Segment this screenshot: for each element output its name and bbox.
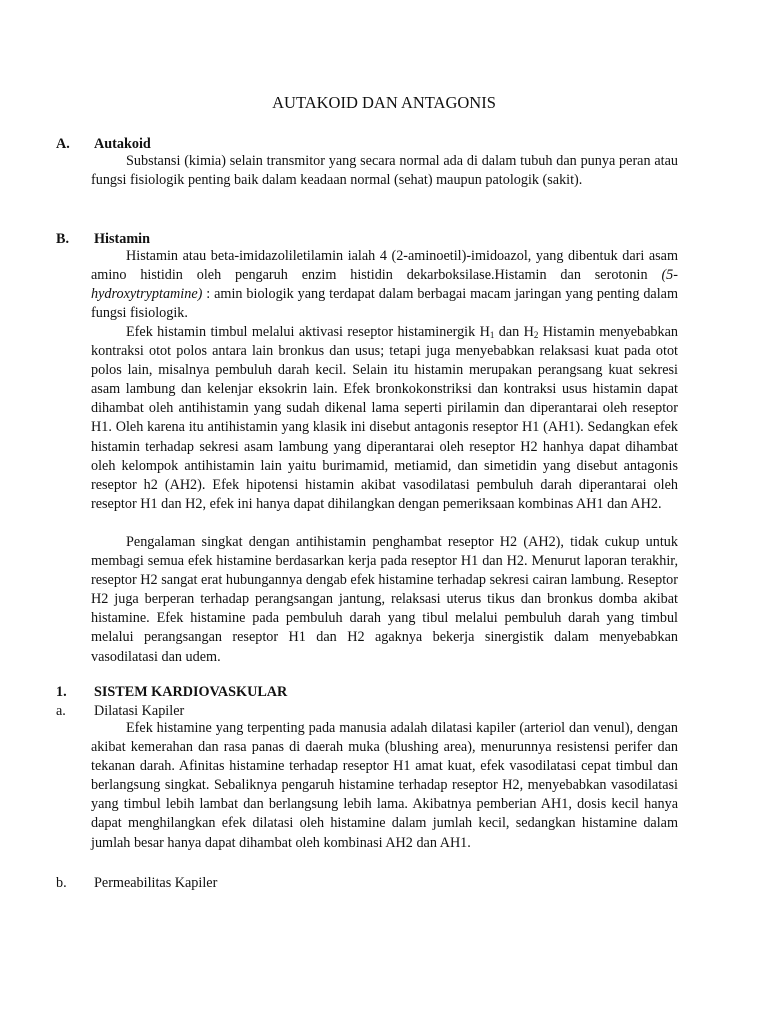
- b-p2-text: Efek histamin timbul melalui aktivasi reseptor histaminergik H: [126, 324, 490, 340]
- section-b-title: Histamin: [94, 231, 150, 247]
- section-a-paragraph: Substansi (kimia) selain transmitor yang secara normal ada di dalam tubuh dan punya peran atau fungsi fisiologik penting baik dalam keadaan normal (sehat) maupun patologik (sakit).: [91, 153, 678, 189]
- section-a-number: A.: [56, 136, 70, 152]
- section-1a-paragraph: Efek histamine yang terpenting pada manusia adalah dilatasi kapiler (arteriol dan venul), dengan akibat kemerahan dan rasa panas di daerah muka (blushing area), menurunnya resistensi perifer dan tekanan darah. Afinitas histamine terhadap reseptor H1 amat kuat, efek vasodilatasi cepat timbul dan berlangsung singkat. Sebaliknya pengaruh histamine terhadap reseptor H2, menyebabkan vasodilatasi yang timbul lebih lambat dan berlangsung lebih lama. Akibatnya pemberian AH1, dosis kecil hanya dapat menghilangkan efek dilatasi oleh histamine dalam jumlah kecil, sedangkan histamine dalam jumlah besar hanya dapat dihambat oleh kombinasi AH2 dan AH1.: [91, 720, 678, 851]
- b-p2-text-mid: dan H: [494, 324, 534, 340]
- section-1b-heading: [56, 874, 217, 893]
- section-1b-number: b.: [56, 875, 67, 891]
- section-1-heading: [56, 683, 287, 702]
- section-b-paragraph-3: Pengalaman singkat dengan antihistamin penghambat reseptor H2 (AH2), tidak cukup untuk membagi semua efek histamine berdasarkan kerja pada reseptor H1 dan H2. Menurut laporan terakhir, reseptor H2 sangat erat hubungannya dengab efek histamine terhadap sekresi cairan lambung. Reseptor H2 juga berperan terhadap perangsangan jantung, relaksasi uterus tikus dan bronkus domba akibat histamine. Efek histamine pada pembuluh darah yang tibul melalui pembuluh darah yang timbul melalui perangsangan reseptor H1 dan H2 agaknya bekerja sinergistik dalam menyebabkan vasodilatasi dan udem.: [91, 534, 678, 665]
- section-b-paragraph-2: [91, 323, 678, 514]
- section-1a-title: Dilatasi Kapiler: [94, 703, 185, 719]
- section-a-title: Autakoid: [94, 136, 151, 152]
- section-1b-title: Permeabilitas Kapiler: [94, 875, 218, 891]
- b-p2-text-end: Histamin menyebabkan kontraksi otot polos antara lain bronkus dan usus; tetapi juga menyebabkan relaksasi kuat pada otot polos lain, misalnya pembuluh darah kecil. Selain itu histamin merupakan perangsang kuat sekresi asam lambung dan kelenjar eksokrin lain. Efek bronkokonstriksi dan kontraksi usus histamin dapat dihambat oleh antihistamin yang sudah dikenal lama seperti pirilamin dan diperantarai oleh reseptor H1. Oleh karena itu antihistamin yang klasik ini disebut antagonis reseptor H1 (AH1). Sedangkan efek histamin terhadap sekresi asam lambung yang diperantarai oleh reseptor H2 hanhya dapat dihambat oleh kelompok antihistamin lain yaitu burimamid, metiamid, dan simetidin yang disebut antagonis reseptor h2 (AH2). Efek hipotensi histamin akibat vasodilatasi pembuluh darah diperantarai oleh reseptor H1 dan H2, efek ini hanya dapat dihilangkan dengan pemeriksaan kombinas AH1 dan AH2.: [91, 324, 678, 512]
- b-p1-text: Histamin atau beta-imidazoliletilamin ialah 4 (2-aminoetil)-imidoazol, yang dibentuk dari asam amino histidin oleh pengaruh enzim histidin dekarboksilase.Histamin dan serotonin: [91, 248, 678, 284]
- section-1-title: SISTEM KARDIOVASKULAR: [94, 684, 288, 700]
- section-b-paragraph-1: [91, 247, 678, 323]
- b-p1-text-end: : amin biologik yang terdapat dalam berbagai macam jaringan yang penting dalam fungsi fisiologik.: [91, 286, 678, 322]
- section-1-number: 1.: [56, 684, 67, 700]
- section-b-number: B.: [56, 231, 70, 247]
- b-p2-sub-2: 2: [533, 330, 539, 340]
- document-title: AUTAKOID DAN ANTAGONIS: [272, 93, 496, 112]
- b-p1-italic: (5-hydroxytryptamine): [91, 267, 678, 303]
- b-p2-sub-1: 1: [489, 330, 495, 340]
- section-1a-number: a.: [56, 703, 66, 719]
